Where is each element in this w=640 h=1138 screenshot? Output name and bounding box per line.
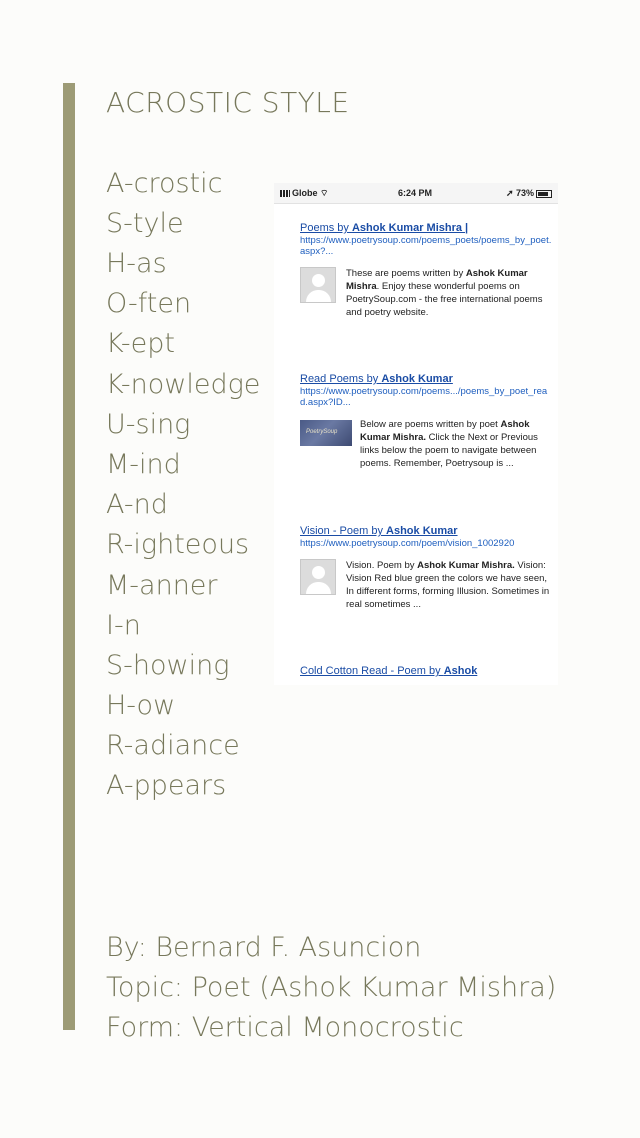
poem-credits bbox=[106, 928, 556, 1048]
result-title-bold: Ashok Kumar bbox=[381, 373, 453, 385]
poem-line: H-ow bbox=[106, 690, 176, 721]
result-snippet bbox=[346, 559, 552, 611]
snippet-text: Vision. Poem by bbox=[346, 560, 418, 571]
poem-line: K-ept bbox=[106, 328, 175, 359]
poem-line: R-adiance bbox=[106, 730, 240, 761]
poem-line: U-sing bbox=[106, 409, 191, 440]
user-avatar-icon bbox=[300, 559, 336, 595]
snippet-text: Below are poems written by poet bbox=[360, 419, 501, 430]
result-snippet bbox=[346, 267, 552, 319]
snippet-bold: Ashok Kumar Mishra. bbox=[417, 560, 515, 571]
poem-line: M-anner bbox=[106, 570, 218, 601]
result-title-link[interactable] bbox=[300, 665, 552, 678]
user-avatar-icon bbox=[300, 267, 336, 303]
battery-status: ➚ 73% bbox=[506, 188, 552, 199]
result-title-link[interactable] bbox=[300, 222, 552, 235]
result-title-text: Read Poems by bbox=[300, 373, 382, 385]
search-result bbox=[300, 665, 552, 678]
result-title-link[interactable] bbox=[300, 373, 552, 386]
thumbnail-label: PoetrySoup bbox=[306, 429, 338, 435]
decorative-left-bar bbox=[63, 83, 75, 1030]
clock: 6:24 PM bbox=[398, 188, 433, 198]
poem-line: M-ind bbox=[106, 449, 181, 480]
phone-screenshot bbox=[274, 183, 558, 685]
result-body bbox=[300, 559, 552, 619]
carrier-status: Globe ⌔ bbox=[280, 188, 328, 199]
result-title-bold: Ashok Kumar bbox=[386, 525, 458, 537]
search-result bbox=[300, 373, 552, 478]
snippet-bold: Ashok Kumar Mishra. bbox=[360, 419, 530, 443]
search-result bbox=[300, 525, 552, 619]
poem-line: H-as bbox=[106, 248, 167, 279]
result-body bbox=[300, 418, 552, 478]
snippet-text: These are poems written by bbox=[346, 268, 466, 279]
poem-line: I-n bbox=[106, 610, 141, 641]
result-title-bold: Ashok Kumar Mishra | bbox=[351, 222, 469, 234]
poem-line: S-tyle bbox=[106, 208, 184, 239]
poem-line: A-crostic bbox=[106, 168, 223, 199]
result-title-text: Poems by bbox=[300, 222, 352, 234]
poem-line: R-ighteous bbox=[106, 529, 250, 560]
author-line: By: Bernard F. Asuncion bbox=[106, 932, 422, 963]
snippet-text: Click the Next or Previous links below the poem to navigate between poems. Remember, Poetrysoup is ... bbox=[360, 432, 538, 469]
result-title-link[interactable] bbox=[300, 525, 552, 538]
signal-icon bbox=[280, 190, 290, 197]
poetrysoup-thumbnail bbox=[300, 420, 352, 446]
poem-title: ACROSTIC STYLE bbox=[106, 86, 350, 119]
status-bar bbox=[274, 183, 558, 204]
search-result bbox=[300, 222, 552, 327]
result-url[interactable]: https://www.poetrysoup.com/poems_poets/poems_by_poet.aspx?... bbox=[300, 235, 552, 257]
battery-icon bbox=[536, 190, 552, 198]
result-url[interactable]: https://www.poetrysoup.com/poems.../poems_by_poet_read.aspx?ID... bbox=[300, 386, 548, 408]
result-body bbox=[300, 267, 552, 327]
form-line: Form: Vertical Monocrostic bbox=[106, 1012, 464, 1043]
result-title-text: Vision - Poem by bbox=[300, 525, 387, 537]
result-title-text: Cold Cotton Read - Poem by bbox=[300, 665, 444, 677]
poem-line: O-ften bbox=[106, 288, 192, 319]
carrier-label: Globe bbox=[292, 188, 318, 198]
poem-line: S-howing bbox=[106, 650, 230, 681]
snippet-text: . Enjoy these wonderful poems on PoetrySoup.com - the free international poems and poetry website. bbox=[346, 281, 543, 318]
battery-percent: 73% bbox=[515, 188, 534, 198]
result-title-bold: Ashok bbox=[443, 665, 478, 677]
snippet-bold: Ashok Kumar Mishra bbox=[346, 268, 528, 292]
topic-line: Topic: Poet (Ashok Kumar Mishra) bbox=[106, 972, 557, 1003]
poem-line: A-nd bbox=[106, 489, 168, 520]
result-snippet bbox=[360, 418, 552, 470]
poem-line: A-ppears bbox=[106, 770, 227, 801]
snippet-text: Vision: Vision Red blue green the colors we have seen, In different forms, forming Illusion. Sometimes in real sometimes ... bbox=[346, 560, 550, 610]
poem-line: K-nowledge bbox=[106, 369, 261, 400]
result-url[interactable]: https://www.poetrysoup.com/poem/vision_1002920 bbox=[300, 538, 515, 549]
